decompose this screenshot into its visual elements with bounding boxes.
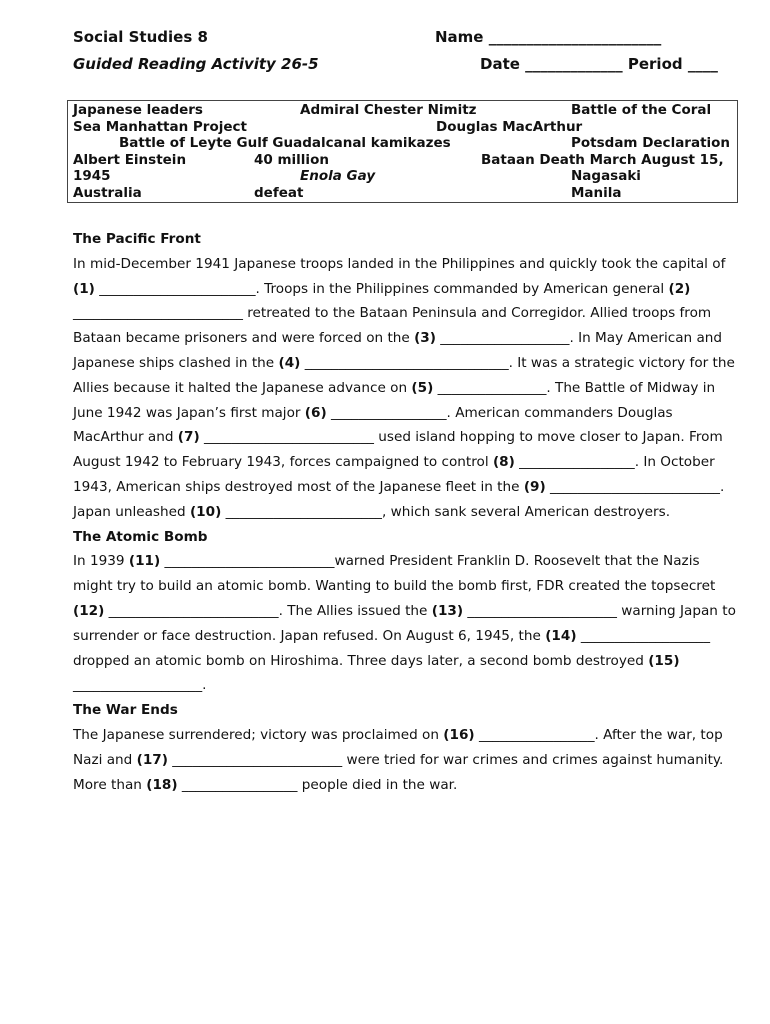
word-bank-item: 40 million [254, 152, 329, 168]
blank-number: (18) [146, 776, 178, 793]
word-bank-item: Douglas MacArthur [436, 119, 583, 135]
blank-number: (14) [545, 627, 577, 644]
blank-number: (6) [304, 404, 327, 421]
word-bank-item: Admiral Chester Nimitz [300, 102, 477, 118]
word-bank-item: Japanese leaders [73, 102, 203, 118]
word-bank-item: Enola Gay [300, 168, 376, 184]
date-period-field[interactable]: Date _____________ Period ____ [480, 55, 718, 73]
paragraph-text: In 1939 [73, 553, 129, 570]
blank-number: (4) [278, 354, 301, 371]
section-heading-war-ends: The War Ends [73, 702, 178, 719]
paragraph-text: ___________________. [73, 677, 207, 694]
blank-number: (9) [523, 478, 546, 495]
word-bank-item: Bataan Death March August 15, [481, 152, 724, 168]
blank-number: (17) [136, 751, 168, 768]
paragraph-text: _________________. American commanders Douglas MacArthur and [73, 404, 673, 446]
paragraph-pacific [73, 252, 738, 525]
blank-number: (2) [668, 280, 691, 297]
paragraph-text: _________________. In October 1943, American ships destroyed most of the Japanese fleet in the [73, 454, 715, 495]
paragraph-text: _________________. After the war, top Nazi and [73, 726, 723, 768]
paragraph-text: _________________________ retreated to the Bataan Peninsula and Corregidor. Allied troops from Bataan became prisoners and were forced on the [73, 305, 712, 347]
word-bank-item: Sea Manhattan Project [73, 119, 247, 135]
paragraph-text: ______________________ warning Japan to surrender or face destruction. Japan refused. On August 6, 1945, the [73, 602, 736, 644]
word-bank-item: Potsdam Declaration [571, 135, 731, 151]
activity-title-text: Guided Reading Activity 26-5 [73, 55, 319, 73]
word-bank-item: 1945 [73, 168, 111, 184]
blank-number: (12) [73, 602, 105, 619]
paragraph-text: _______________________, which sank several American destroyers. [221, 503, 671, 520]
word-bank-item: Australia [73, 185, 142, 201]
blank-number: (3) [414, 330, 436, 347]
paragraph-text: _________________________ were tried for war crimes and crimes against humanity. More than [73, 751, 724, 793]
paragraph-atomic [73, 549, 738, 698]
paragraph-text: ___________________ dropped an atomic bomb on Hiroshima. Three days later, a second bomb destroyed [73, 627, 710, 669]
paragraph-text: ______________________________. It was a strategic victory for the Allies because it halted the Japanese advance on [73, 354, 735, 396]
paragraph-war-ends [73, 723, 738, 797]
blank-number: (1) [73, 280, 95, 297]
blank-number: (13) [431, 602, 464, 619]
paragraph-text: _________________________. The Allies issued the [104, 602, 432, 619]
blank-number: (16) [443, 726, 475, 743]
paragraph-text: _________________________warned President Franklin D. Roosevelt that the Nazis might try to build an atomic bomb. Wanting to build the bomb first, FDR created the topsecret [73, 553, 716, 595]
word-bank-item: defeat [254, 185, 304, 201]
course-title: Social Studies 8 [73, 28, 208, 46]
paragraph-text: _________________________ used island hopping to move closer to Japan. From August 1942 to February 1943, forces campaigned to control [73, 429, 723, 471]
paragraph-text: ___________________. In May American and Japanese ships clashed in the [73, 330, 723, 371]
paragraph-text: _________________________. Japan unleashed [73, 478, 725, 520]
blank-number: (11) [128, 553, 161, 570]
blank-number: (5) [411, 379, 434, 396]
word-bank-item: Manila [571, 185, 622, 201]
name-field[interactable]: Name _______________________ [435, 28, 662, 46]
worksheet-body [73, 227, 738, 797]
paragraph-text: _________________ people died in the war. [177, 776, 458, 793]
blank-number: (15) [648, 652, 680, 669]
paragraph-text: _______________________. Troops in the Philippines commanded by American general [94, 280, 669, 297]
activity-title [73, 55, 319, 73]
word-bank-item: Albert Einstein [73, 152, 187, 168]
word-bank-item: Battle of Leyte Gulf Guadalcanal kamikazes [119, 135, 451, 151]
word-bank-item: Nagasaki [571, 168, 641, 184]
blank-number: (7) [177, 429, 200, 446]
blank-number: (10) [189, 503, 222, 520]
paragraph-text: The Japanese surrendered; victory was proclaimed on [73, 726, 444, 743]
section-heading-atomic: The Atomic Bomb [73, 528, 208, 545]
word-bank-item: Battle of the Coral [571, 102, 712, 118]
word-bank [67, 100, 738, 203]
paragraph-text: In mid-December 1941 Japanese troops landed in the Philippines and quickly took the capital of [73, 255, 726, 272]
section-heading-pacific: The Pacific Front [73, 231, 201, 247]
paragraph-text: ________________. The Battle of Midway in June 1942 was Japan’s first major [73, 379, 716, 421]
blank-number: (8) [492, 454, 515, 471]
